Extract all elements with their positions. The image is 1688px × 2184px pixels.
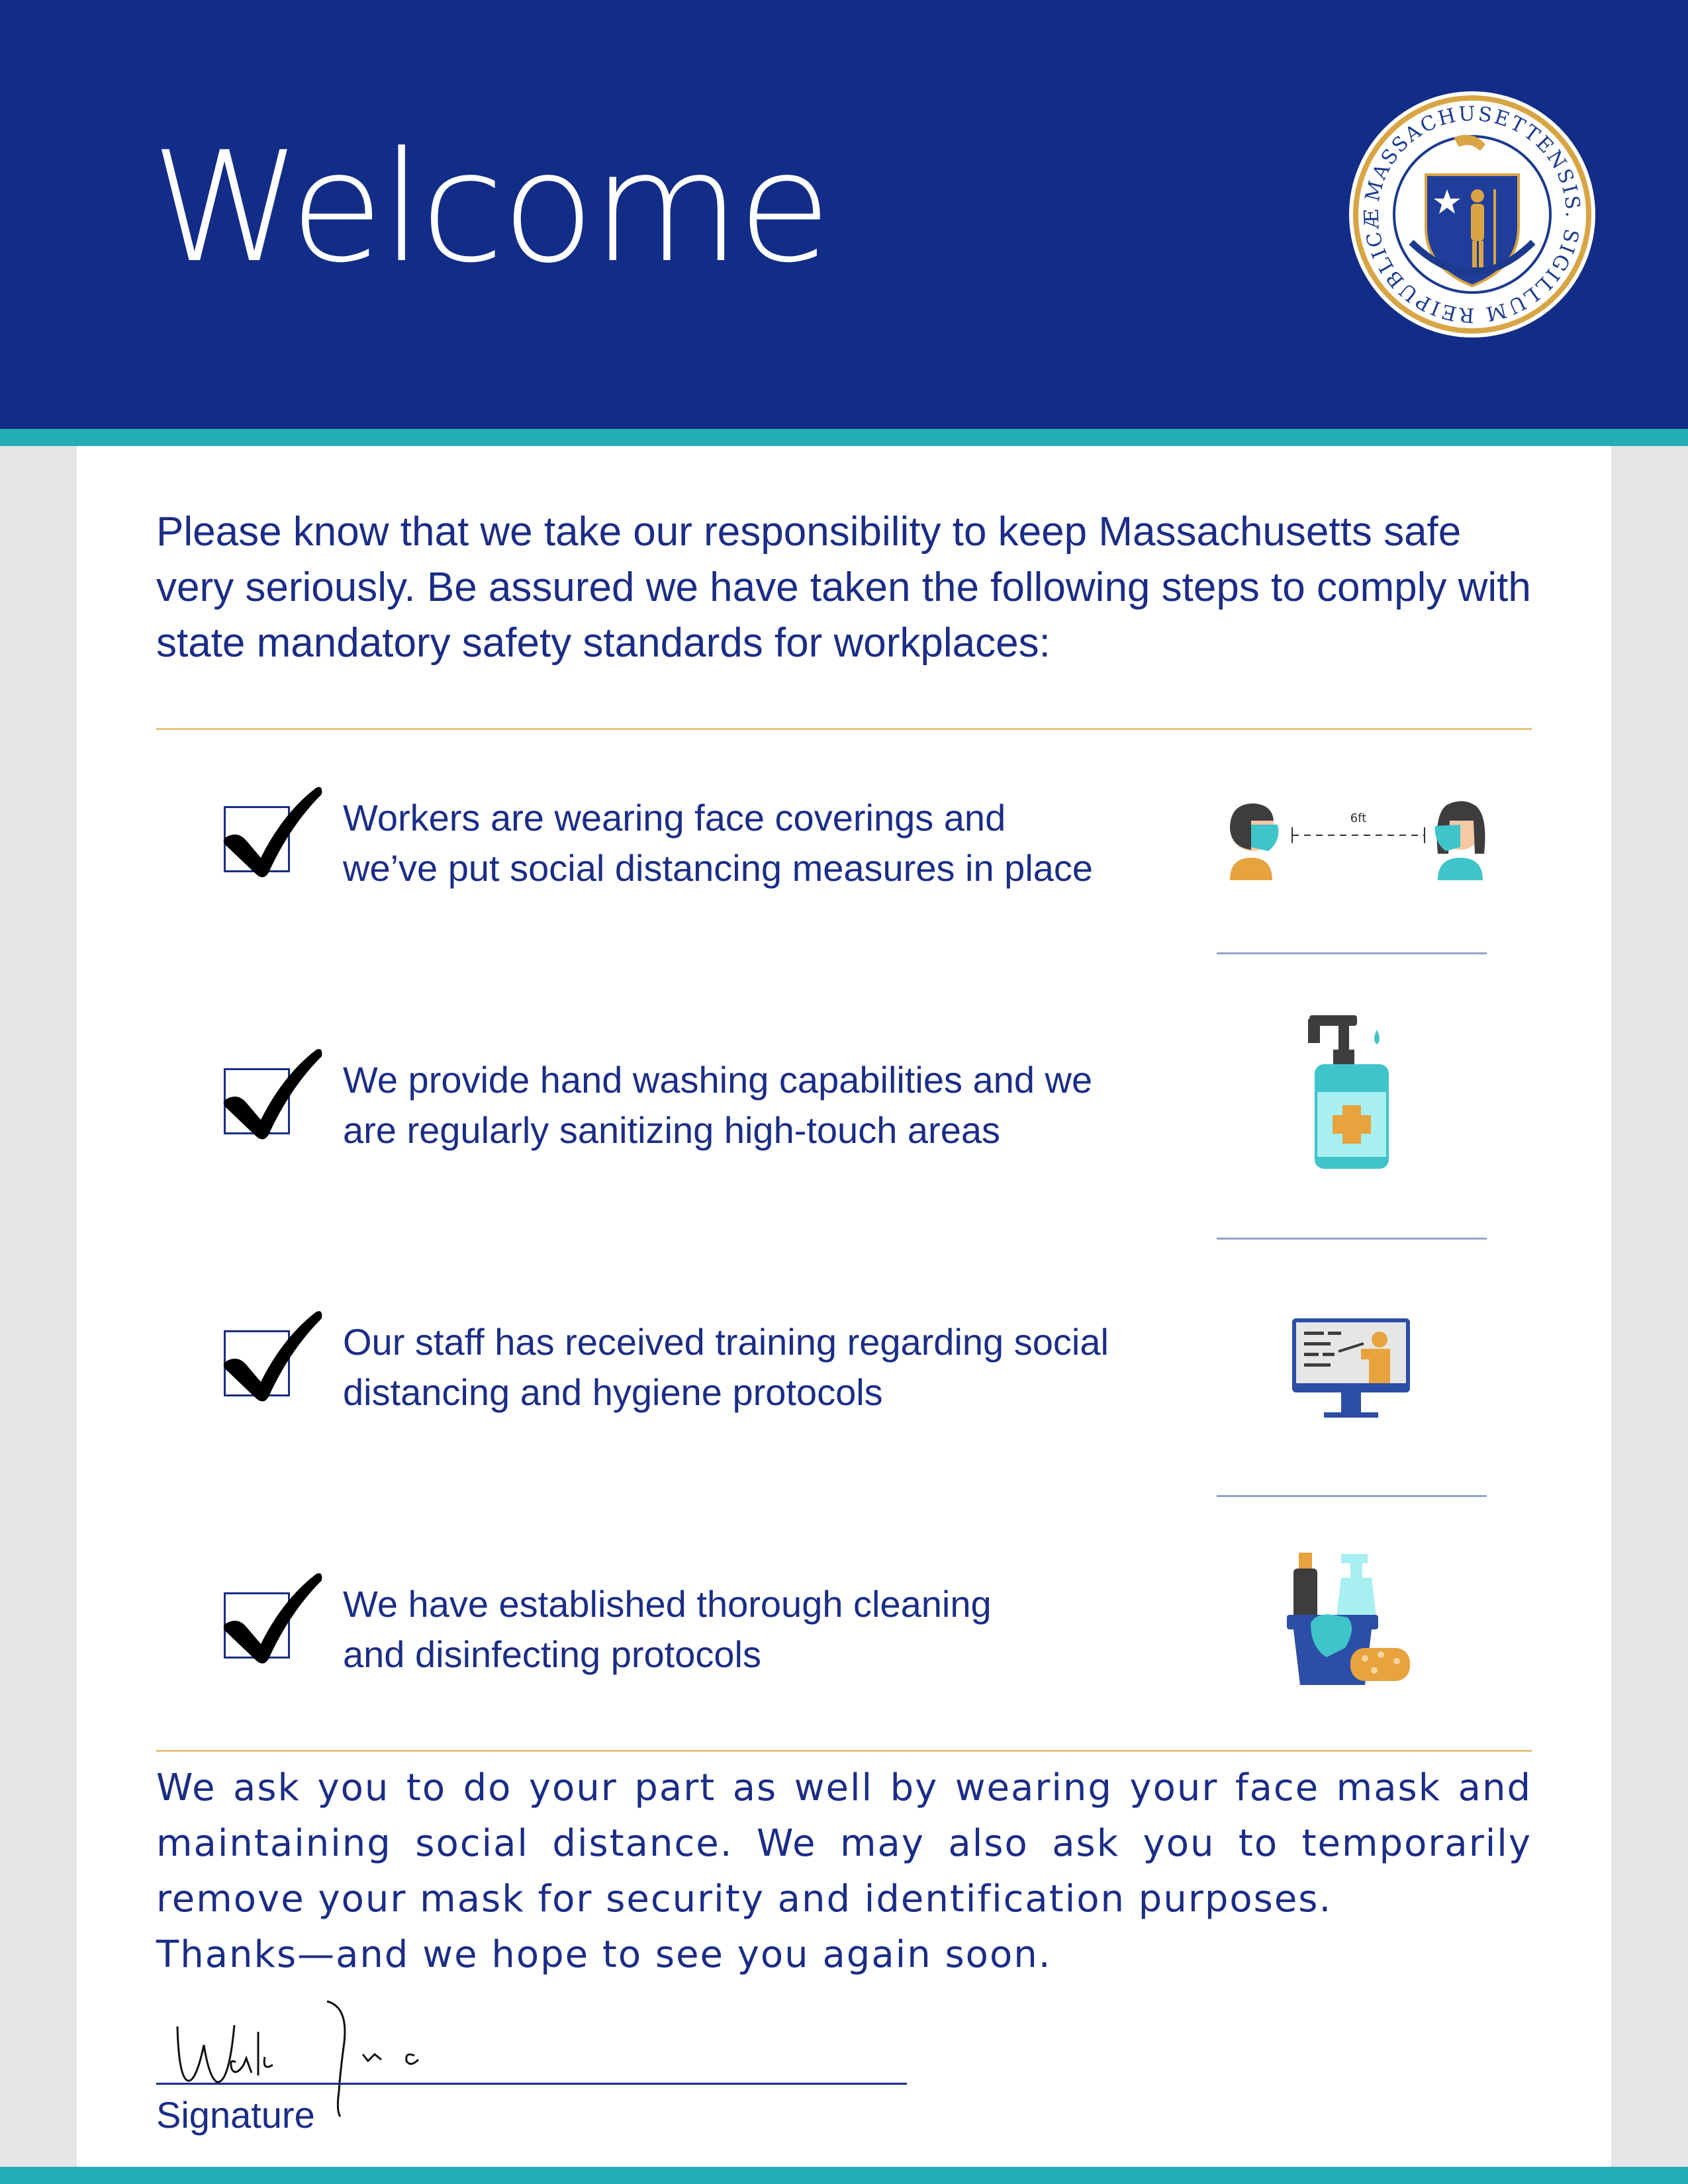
divider: [1217, 1495, 1487, 1497]
list-item: [343, 1579, 1203, 1680]
checkmark-icon: [217, 1297, 330, 1410]
checkbox-checked: [224, 1055, 297, 1128]
intro-text: Please know that we take our responsibility to keep Massachusetts safe very seriously. Be assured we have taken the following steps to comply with state mandatory safety standards for workplaces:: [156, 509, 1531, 666]
checkbox-checked: [224, 1579, 297, 1652]
closing-thanks: Thanks—and we hope to see you again soon.: [156, 1933, 1052, 1976]
checkbox-checked: [224, 1317, 297, 1390]
divider-top: [156, 728, 1532, 730]
list-item: [343, 1055, 1203, 1156]
massachusetts-seal-icon: [1348, 90, 1597, 339]
seal-text-left: MASSACHUSETTENSIS.: [1360, 102, 1585, 220]
social-distancing-icon: [1225, 794, 1489, 887]
divider: [1217, 1238, 1487, 1240]
header-banner: [0, 0, 1688, 429]
list-item: [343, 1317, 1203, 1418]
signature-line: [156, 2083, 907, 2085]
checkmark-icon: [217, 1035, 330, 1148]
item-line: Our staff has received training regarding social: [343, 1321, 1109, 1363]
closing-body: We ask you to do your part as well by wearing your face mask and maintaining social distance. We may also ask you to temporarily remove your mask for security and identification purposes.: [156, 1766, 1532, 1921]
item-line: distancing and hygiene protocols: [343, 1371, 883, 1413]
checkbox-checked: [224, 793, 297, 866]
distance-label: 6ft: [1350, 811, 1367, 825]
item-line: we’ve put social distancing measures in place: [343, 847, 1094, 889]
item-line: Workers are wearing face coverings and: [343, 797, 1006, 839]
hand-sanitizer-icon: [1301, 1013, 1401, 1171]
signature-label: Signature: [156, 2094, 315, 2136]
training-monitor-icon: [1291, 1317, 1411, 1423]
item-line: and disinfecting protocols: [343, 1633, 761, 1675]
page-title: Welcome: [151, 120, 829, 296]
checkmark-icon: [217, 1559, 330, 1672]
item-line: We have established thorough cleaning: [343, 1583, 992, 1625]
seal-text-top: SIGILLUM: [1481, 226, 1583, 326]
footer-stripe: [0, 2167, 1688, 2184]
seal-text-right: REIPUBLICÆ: [1360, 206, 1476, 327]
list-item: [343, 793, 1203, 893]
header-stripe: [0, 429, 1688, 446]
item-line: are regularly sanitizing high-touch areas: [343, 1109, 1000, 1151]
divider-bottom: [156, 1750, 1532, 1752]
closing-message: [156, 1760, 1532, 1983]
divider: [1217, 952, 1487, 954]
item-line: We provide hand washing capabilities and we: [343, 1059, 1093, 1101]
checkmark-icon: [217, 773, 330, 886]
cleaning-supplies-icon: [1284, 1549, 1417, 1694]
